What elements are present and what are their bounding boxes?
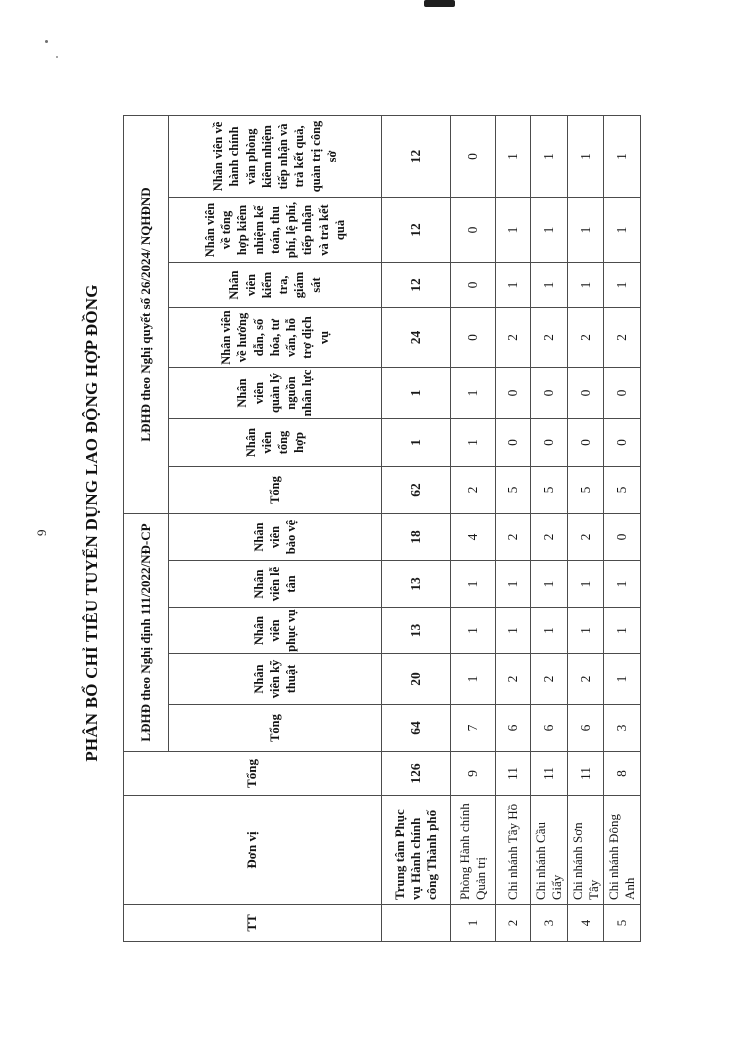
cell-value: 1 [567, 608, 604, 654]
cell-value: 12 [382, 115, 451, 197]
cell-value: 1 [604, 608, 641, 654]
header-nv-le-tan: Nhân viên lễ tân [169, 561, 382, 608]
cell-value: 0 [567, 368, 604, 419]
cell-value: 2 [567, 514, 604, 561]
cell-value: 7 [451, 705, 496, 752]
header-nv-tong-hop: Nhân viên tổng hợp [169, 419, 382, 467]
cell-tt: 4 [567, 905, 604, 942]
cell-value: 64 [382, 705, 451, 752]
header-tong: Tổng [124, 752, 382, 796]
cell-value: 0 [496, 419, 531, 467]
cell-value: 1 [496, 115, 531, 197]
header-nv-ky-thuat: Nhân viên kỹ thuật [169, 654, 382, 705]
cell-value: 6 [496, 705, 531, 752]
cell-value: 0 [604, 419, 641, 467]
cell-value: 2 [496, 308, 531, 368]
cell-value: 1 [451, 419, 496, 467]
cell-tt: 1 [451, 905, 496, 942]
cell-value: 5 [496, 467, 531, 514]
cell-value: 1 [604, 654, 641, 705]
cell-value: 1 [496, 608, 531, 654]
table-row [531, 115, 568, 941]
cell-value: 2 [567, 308, 604, 368]
cell-tt: 3 [531, 905, 568, 942]
cell-value: 1 [496, 561, 531, 608]
table-body [382, 115, 641, 941]
cell-don-vi: Chi nhánh Đông Anh [604, 796, 641, 905]
cell-value: 1 [451, 654, 496, 705]
allocation-table [123, 115, 641, 942]
cell-value: 126 [382, 752, 451, 796]
table-row [496, 115, 531, 941]
cell-value: 1 [382, 419, 451, 467]
cell-value: 6 [567, 705, 604, 752]
cell-value: 1 [567, 561, 604, 608]
cell-value: 11 [531, 752, 568, 796]
header-tt: TT [124, 905, 382, 942]
cell-value: 3 [604, 705, 641, 752]
scan-artifact-dot [45, 40, 48, 43]
header-group-nghi-quyet: LĐHĐ theo Nghị quyết số 26/2024/ NQHĐND [124, 115, 169, 513]
cell-value: 11 [496, 752, 531, 796]
header-nv-bao-ve: Nhân viên bảo vệ [169, 514, 382, 561]
cell-value: 1 [531, 561, 568, 608]
cell-value: 5 [567, 467, 604, 514]
cell-value: 1 [451, 608, 496, 654]
table-row [604, 115, 641, 941]
cell-don-vi: Chi nhánh Cầu Giấy [531, 796, 568, 905]
cell-value: 5 [531, 467, 568, 514]
header-nv-quan-ly-nhan-luc: Nhân viên quản lý nguồn nhân lực [169, 368, 382, 419]
cell-value: 12 [382, 263, 451, 308]
header-nv-kiem-tra-giam-sat: Nhân viên kiểm tra, giám sát [169, 263, 382, 308]
header-don-vi: Đơn vị [124, 796, 382, 905]
cell-value: 0 [531, 419, 568, 467]
scan-artifact-dot [56, 56, 58, 58]
cell-value: 1 [604, 561, 641, 608]
cell-value: 0 [451, 115, 496, 197]
header-nv-huong-dan-so-hoa: Nhân viên về hướng dẫn, số hóa, tư vấn, hỗ trợ dịch vụ [169, 308, 382, 368]
cell-value: 1 [531, 263, 568, 308]
cell-don-vi: Chi nhánh Tây Hồ [496, 796, 531, 905]
table-row [382, 115, 451, 941]
cell-value: 2 [496, 514, 531, 561]
cell-value: 13 [382, 608, 451, 654]
cell-value: 2 [531, 308, 568, 368]
document-title: PHÂN BỔ CHỈ TIÊU TUYỂN DỤNG LAO ĐỘNG HỢP ĐỒNG [82, 284, 101, 762]
cell-value: 2 [531, 514, 568, 561]
cell-value: 1 [496, 263, 531, 308]
cell-value: 1 [531, 198, 568, 263]
cell-value: 6 [531, 705, 568, 752]
cell-value: 0 [567, 419, 604, 467]
cell-value: 2 [531, 654, 568, 705]
header-nq-tong: Tổng [169, 467, 382, 514]
cell-value: 1 [567, 263, 604, 308]
cell-value: 5 [604, 467, 641, 514]
cell-value: 0 [496, 368, 531, 419]
header-nv-ke-toan-thu-phi: Nhân viên về tổng hợp kiêm nhiệm kế toán, thu phí, lệ phí, tiếp nhận và trả kết quả [169, 198, 382, 263]
cell-don-vi: Trung tâm Phục vụ Hành chính công Thành phố [382, 796, 451, 905]
cell-value: 1 [531, 608, 568, 654]
cell-value: 4 [451, 514, 496, 561]
cell-value: 0 [604, 368, 641, 419]
cell-value: 0 [451, 308, 496, 368]
cell-value: 1 [604, 198, 641, 263]
header-nv-phuc-vu: Nhân viên phục vụ [169, 608, 382, 654]
cell-value: 1 [567, 115, 604, 197]
cell-tt: 2 [496, 905, 531, 942]
cell-don-vi: Phòng Hành chính Quản trị [451, 796, 496, 905]
cell-value: 9 [451, 752, 496, 796]
cell-value: 20 [382, 654, 451, 705]
cell-value: 0 [531, 368, 568, 419]
cell-value: 2 [496, 654, 531, 705]
cell-value: 12 [382, 198, 451, 263]
cell-value: 0 [604, 514, 641, 561]
table-row [451, 115, 496, 941]
cell-value: 1 [604, 263, 641, 308]
cell-value: 1 [451, 561, 496, 608]
cell-value: 0 [451, 263, 496, 308]
cell-value: 2 [604, 308, 641, 368]
scan-artifact-dash [424, 0, 455, 7]
table-row [567, 115, 604, 941]
cell-value: 2 [567, 654, 604, 705]
header-nd-tong: Tổng [169, 705, 382, 752]
cell-value: 1 [567, 198, 604, 263]
cell-value: 62 [382, 467, 451, 514]
cell-value: 11 [567, 752, 604, 796]
cell-value: 2 [451, 467, 496, 514]
cell-value: 0 [451, 198, 496, 263]
header-group-nghi-dinh: LĐHĐ theo Nghị định 111/2022/NĐ-CP [124, 514, 169, 752]
cell-value: 8 [604, 752, 641, 796]
cell-value: 1 [604, 115, 641, 197]
table-header-group-row [124, 115, 169, 941]
header-nv-hanh-chinh-van-phong: Nhân viên về hành chính văn phòng kiêm nhiệm tiếp nhận và trả kết quả, quản trị công sở [169, 115, 382, 197]
cell-value: 1 [382, 368, 451, 419]
cell-tt: 5 [604, 905, 641, 942]
cell-value: 18 [382, 514, 451, 561]
cell-value: 1 [496, 198, 531, 263]
cell-value: 24 [382, 308, 451, 368]
cell-value: 13 [382, 561, 451, 608]
cell-tt [382, 905, 451, 942]
cell-value: 1 [531, 115, 568, 197]
page-number: 9 [34, 529, 49, 536]
cell-don-vi: Chi nhánh Sơn Tây [567, 796, 604, 905]
cell-value: 1 [451, 368, 496, 419]
